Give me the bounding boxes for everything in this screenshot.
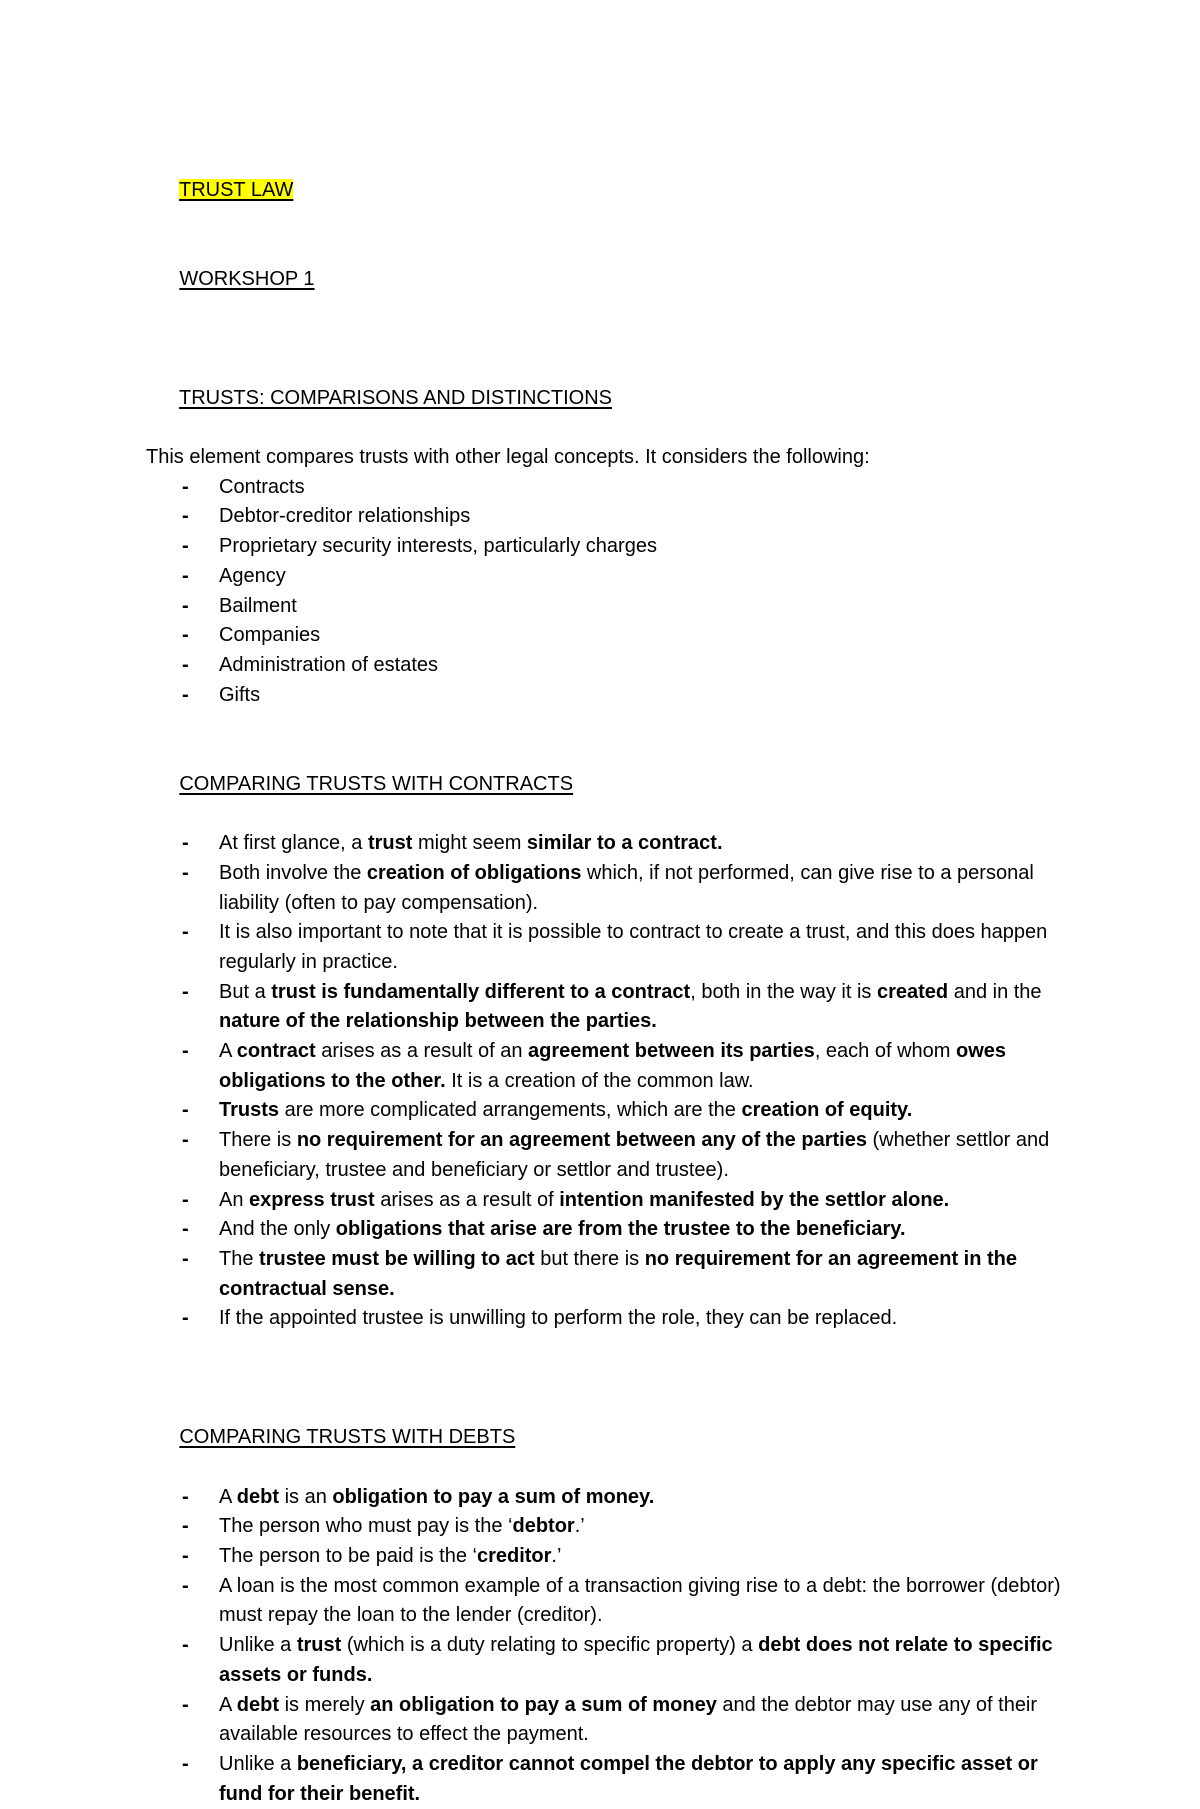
bullet-list [146,829,1086,1334]
text-run: arises as a result of [374,1188,560,1211]
list-item [146,1037,1086,1096]
bullet-list [146,1483,1086,1809]
list-item [146,502,1086,532]
bold-text: trustee must be willing to act [259,1247,535,1270]
text-run: Bailment [219,594,297,617]
list-item [146,1215,1086,1245]
text-run: Administration of estates [219,653,438,676]
list-item [146,681,1086,711]
list-item [146,918,1086,977]
text-run: A [219,1485,237,1508]
list-item [146,1096,1086,1126]
text-run: A loan is the most common example of a transaction giving rise to a debt: the borrower (debtor) must repay the loan to the lender (creditor). [219,1574,1061,1627]
text-run: arises as a result of an [315,1040,529,1063]
bold-text: intention manifested by the settlor alone. [559,1188,950,1211]
spacer [146,710,1086,740]
section-heading [146,1393,1086,1482]
text-run: is an [279,1485,333,1508]
text-run: At first glance, a [219,832,368,855]
bold-text: agreement between its parties [528,1040,815,1063]
text-run: If the appointed trustee is unwilling to perform the role, they can be replaced. [219,1307,898,1330]
bold-text: trust [296,1634,342,1657]
text-run: It is also important to note that it is possible to contract to create a trust, and this does happen regularly in practice. [219,921,1048,973]
list-item [146,1304,1086,1334]
text-run: Gifts [219,683,261,706]
text-run: An [219,1188,250,1211]
bold-text: owes obligations to the other. [219,1040,1007,1092]
list-item [146,1691,1086,1750]
text-run: .’ [551,1545,562,1567]
list-item [146,1512,1086,1542]
text-run: And the only [219,1218,336,1241]
text-run: A [219,1693,237,1716]
list-item [146,1126,1086,1185]
text-run: Proprietary security interests, particularly charges [219,535,657,558]
text-run: Companies [219,624,321,647]
bold-text: an obligation to pay a sum of money [370,1693,717,1716]
section-heading [146,740,1086,829]
text-run: and in the [948,980,1042,1003]
doc-title [146,146,1086,235]
section-heading-text: COMPARING TRUSTS WITH CONTRACTS [179,772,574,795]
list-item [146,1245,1086,1304]
bold-text: beneficiary, a creditor cannot compel the debtor to apply any specific asset or fund for their benefit. [219,1752,1038,1805]
bold-text: obligations that arise are from the trustee to the beneficiary. [335,1218,906,1241]
bold-text: no requirement for an agreement between any of the parties [296,1129,867,1152]
list-item [146,978,1086,1037]
text-run: , each of whom [814,1040,956,1063]
list-item [146,859,1086,918]
text-run: But a [219,980,272,1003]
text-run: which, if not performed, can give rise to a personal liability (often to pay compensation). [219,861,1034,914]
text-run: The [219,1247,260,1270]
doc-subtitle [146,235,1086,324]
bold-text: trust is fundamentally different to a contract [271,980,691,1003]
list-item [146,1631,1086,1690]
bold-text: no requirement for an agreement in the contractual sense. [219,1247,1017,1300]
text-run: It is a creation of the common law. [445,1069,754,1092]
text-run: Unlike a [219,1752,297,1775]
list-item [146,1572,1086,1631]
list-item [146,592,1086,622]
doc-title-text: TRUST LAW [178,178,294,201]
bold-text: similar to a contract. [526,832,723,855]
text-run: might seem [412,832,527,855]
list-item [146,1483,1086,1513]
spacer [146,1334,1086,1393]
text-run: (which is a duty relating to specific property) a [341,1634,759,1657]
list-item [146,1186,1086,1216]
text-run: Unlike a [219,1634,297,1657]
section-heading-text: TRUSTS: COMPARISONS AND DISTINCTIONS [178,386,612,409]
list-item [146,651,1086,681]
text-run: The person to be paid is the ‘ [219,1545,477,1567]
text-run: A [219,1040,237,1063]
bold-text: debtor [512,1515,575,1538]
text-run: but there is [534,1247,645,1270]
bold-text: express trust [249,1188,375,1211]
list-item [146,562,1086,592]
text-run: are more complicated arrangements, which are the [279,1099,742,1122]
text-run: Both involve the [219,861,367,884]
bold-text: trust [367,832,413,855]
bold-text: debt [236,1693,280,1716]
text-run: (whether settlor and beneficiary, trustee and beneficiary or settlor and trustee). [219,1129,1050,1181]
section-heading-text: COMPARING TRUSTS WITH DEBTS [179,1426,516,1449]
bold-text: contract [236,1040,316,1063]
list-item [146,1750,1086,1809]
spacer [146,324,1086,354]
bold-text: Trusts [219,1099,280,1122]
text-run: and the debtor may use any of their available resources to effect the payment. [219,1693,1038,1746]
text-run: is merely [279,1693,371,1716]
bold-text: nature of the relationship between the parties. [219,1010,657,1033]
text-run: Agency [219,564,286,587]
bullet-list [146,473,1086,711]
bold-text: debt [236,1485,280,1508]
list-item [146,473,1086,503]
text-run: There is [219,1129,297,1152]
text-run: The person who must pay is the ‘ [219,1515,513,1538]
text-run: .’ [574,1515,585,1538]
bold-text: obligation to pay a sum of money. [332,1485,655,1508]
list-item [146,532,1086,562]
list-item [146,1542,1086,1572]
document-body [146,146,1086,1809]
doc-subtitle-text: WORKSHOP 1 [179,267,315,290]
list-item [146,621,1086,651]
list-item [146,829,1086,859]
bold-text: debt does not relate to specific assets or funds. [219,1634,1053,1686]
text-run: Contracts [219,475,305,498]
section-intro: This element compares trusts with other legal concepts. It considers the following: [146,446,870,469]
bold-text: creation of obligations [366,861,582,884]
bold-text: creation of equity. [741,1099,913,1122]
section-heading [146,354,1086,443]
bold-text: creditor [476,1545,552,1567]
text-run: Debtor-creditor relationships [219,505,471,528]
bold-text: created [876,980,949,1003]
text-run: , both in the way it is [690,980,877,1003]
